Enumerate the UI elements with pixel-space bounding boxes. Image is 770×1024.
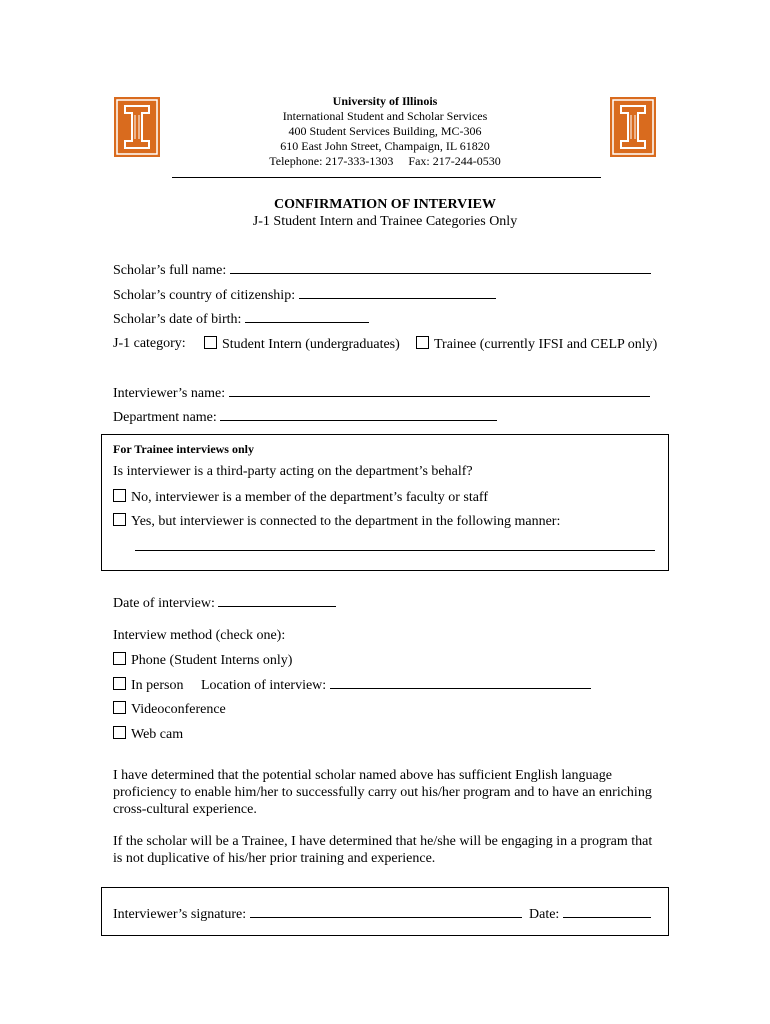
option-yes-checkbox[interactable] bbox=[113, 513, 126, 526]
method-webcam-checkbox[interactable] bbox=[113, 726, 126, 739]
signature-row bbox=[113, 906, 522, 923]
interview-method-label: Interview method (check one): bbox=[113, 628, 286, 643]
method-videoconference-checkbox[interactable] bbox=[113, 701, 126, 714]
option-no-row[interactable] bbox=[113, 489, 488, 506]
method-videoconference-row[interactable] bbox=[113, 701, 226, 718]
category-trainee[interactable] bbox=[416, 336, 657, 353]
j1-category-row bbox=[113, 336, 186, 352]
connection-manner-field[interactable] bbox=[135, 550, 655, 551]
office-name: International Student and Scholar Services bbox=[282, 109, 488, 123]
location-field[interactable] bbox=[330, 677, 591, 689]
scholar-dob-row bbox=[113, 311, 369, 328]
scholar-dob-field[interactable] bbox=[245, 311, 369, 323]
category-student-intern[interactable] bbox=[204, 336, 400, 353]
header-divider bbox=[172, 177, 601, 178]
location-label: Location of interview: bbox=[201, 678, 327, 693]
option-yes-label: Yes, but interviewer is connected to the department in the following manner: bbox=[131, 514, 561, 529]
interviewer-name-field[interactable] bbox=[229, 385, 650, 397]
trainee-label: Trainee (currently IFSI and CELP only) bbox=[434, 337, 658, 352]
university-name: University of Illinois bbox=[332, 94, 438, 108]
scholar-full-name-row bbox=[113, 262, 651, 279]
method-in-person-row[interactable] bbox=[113, 677, 184, 694]
method-phone-row[interactable] bbox=[113, 652, 292, 669]
method-in-person-label: In person bbox=[131, 678, 184, 693]
signature-date-field[interactable] bbox=[563, 906, 651, 918]
interview-date-label: Date of interview: bbox=[113, 596, 215, 611]
scholar-full-name-label: Scholar’s full name: bbox=[113, 263, 227, 278]
option-no-label: No, interviewer is a member of the department’s faculty or staff bbox=[131, 490, 489, 505]
signature-field[interactable] bbox=[250, 906, 522, 918]
interviewer-name-row bbox=[113, 385, 650, 402]
department-name-row bbox=[113, 409, 497, 426]
department-name-label: Department name: bbox=[113, 410, 217, 425]
scholar-full-name-field[interactable] bbox=[230, 262, 651, 274]
method-videoconference-label: Videoconference bbox=[131, 702, 226, 717]
form-subtitle: J-1 Student Intern and Trainee Categories Only bbox=[252, 214, 518, 229]
method-phone-checkbox[interactable] bbox=[113, 652, 126, 665]
method-in-person-checkbox[interactable] bbox=[113, 677, 126, 690]
phone-fax: Telephone: 217-333-1303 Fax: 217-244-0530 bbox=[269, 154, 501, 168]
student-intern-label: Student Intern (undergraduates) bbox=[222, 337, 400, 352]
signature-date-row bbox=[529, 906, 651, 923]
interview-date-row bbox=[113, 595, 336, 612]
building-address: 400 Student Services Building, MC-306 bbox=[288, 124, 482, 138]
method-webcam-row[interactable] bbox=[113, 726, 183, 743]
trainee-checkbox[interactable] bbox=[416, 336, 429, 349]
trainee-box-heading: For Trainee interviews only bbox=[113, 442, 254, 456]
method-webcam-label: Web cam bbox=[131, 727, 184, 742]
street-address: 610 East John Street, Champaign, IL 61820 bbox=[280, 139, 490, 153]
scholar-citizenship-label: Scholar’s country of citizenship: bbox=[113, 288, 296, 303]
interview-date-field[interactable] bbox=[218, 595, 336, 607]
j1-category-label: J-1 category: bbox=[113, 336, 186, 351]
english-proficiency-statement: I have determined that the potential scholar named above has sufficient English language proficiency to enable him/her to successfully carry out his/her program and to have an enriching cross-cultural experience. bbox=[113, 768, 652, 817]
scholar-citizenship-row bbox=[113, 287, 496, 304]
method-phone-label: Phone (Student Interns only) bbox=[131, 653, 293, 668]
department-name-field[interactable] bbox=[220, 409, 497, 421]
scholar-dob-label: Scholar’s date of birth: bbox=[113, 312, 242, 327]
trainee-program-statement: If the scholar will be a Trainee, I have determined that he/she will be engaging in a program that is not duplicative of his/her prior training and experience. bbox=[113, 834, 653, 866]
option-no-checkbox[interactable] bbox=[113, 489, 126, 502]
interviewer-name-label: Interviewer’s name: bbox=[113, 386, 226, 401]
third-party-question: Is interviewer is a third-party acting on the department’s behalf? bbox=[113, 464, 473, 479]
scholar-citizenship-field[interactable] bbox=[299, 287, 496, 299]
signature-date-label: Date: bbox=[529, 907, 560, 922]
form-title: CONFIRMATION OF INTERVIEW bbox=[274, 197, 496, 212]
student-intern-checkbox[interactable] bbox=[204, 336, 217, 349]
signature-label: Interviewer’s signature: bbox=[113, 907, 247, 922]
option-yes-row[interactable] bbox=[113, 513, 560, 530]
location-row bbox=[201, 677, 591, 694]
letterhead bbox=[0, 94, 770, 169]
